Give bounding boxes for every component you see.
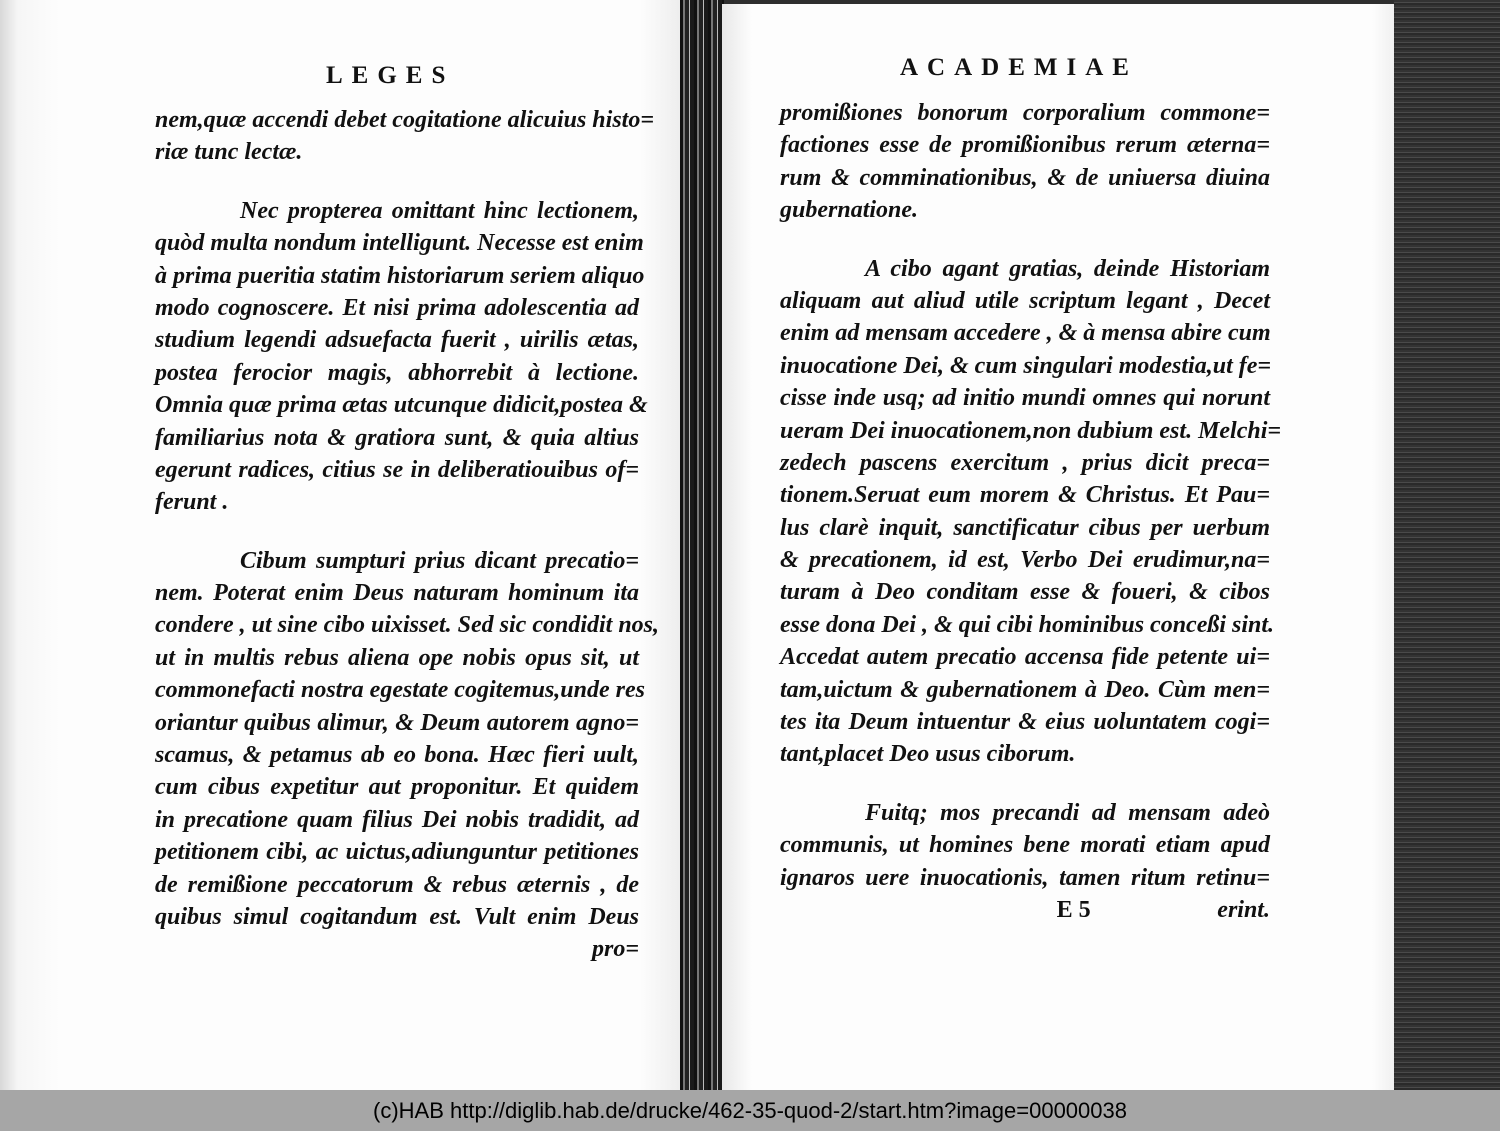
text-line: scamus, & petamus ab eo bona. Hæc fieri uult,: [155, 742, 639, 769]
text-line: ferunt .: [155, 489, 229, 516]
text-line: gubernatione.: [780, 197, 919, 224]
text-line: commonefacti nostra egestate cogitemus,unde res: [155, 677, 645, 704]
text-line: egerunt radices, citius se in deliberatiouibus of=: [155, 456, 639, 483]
text-line: familiarius nota & gratiora sunt, & quia altius: [155, 424, 639, 451]
paragraph: [780, 97, 1270, 227]
text-line: enim ad mensam accedere , & à mensa abire cum: [780, 320, 1271, 347]
text-line: Accedat autem precatio accensa fide petente ui=: [780, 644, 1270, 671]
text-line: zedech pascens exercitum , prius dicit preca=: [780, 449, 1270, 476]
text-line: tes ita Deum intuentur & eius uoluntatem cogi=: [780, 709, 1270, 736]
text-line: ueram Dei inuocationem,non dubium est. Melchi=: [780, 417, 1282, 444]
text-line: & precationem, id est, Verbo Dei erudimur,na=: [780, 547, 1270, 574]
text-line: cum cibus expetitur aut proponitur. Et quidem: [155, 774, 639, 801]
text-line: turam à Deo conditam esse & foueri, & cibos: [780, 579, 1270, 606]
spacer: [780, 894, 930, 926]
text-line: lus clarè inquit, sanctificatur cibus per uerbum: [780, 514, 1270, 541]
text-line: modo cognoscere. Et nisi prima adolescentia ad: [155, 294, 639, 321]
text-line: nem. Poterat enim Deus naturam hominum ita: [155, 580, 639, 607]
text-line: condere , ut sine cibo uixisset. Sed sic condidit nos,: [155, 612, 660, 639]
text-line: quòd multa nondum intelligunt. Necesse est enim: [155, 230, 644, 257]
left-text-column: [155, 104, 660, 966]
text-line: inuocatione Dei, & cum singulari modestia,ut fe=: [780, 352, 1272, 379]
left-running-head: LEGES: [326, 62, 455, 89]
text-line: esse dona Dei , & qui cibi hominibus conceßi sint.: [780, 611, 1275, 638]
text-line: promißiones bonorum corporalium commone=: [780, 100, 1270, 126]
text-line: Omnia quæ prima ætas utcunque didicit,postea &: [155, 392, 648, 419]
text-line: Nec propterea omittant hinc lectionem,: [240, 197, 639, 224]
text-line: nem,quæ accendi debet cogitatione alicuius histo=: [155, 107, 655, 133]
text-line: petitionem cibi, ac uictus,adiunguntur petitiones: [155, 839, 639, 866]
footer-credit: (c)HAB http://diglib.hab.de/drucke/462-35-quod-2/start.htm?image=00000038: [373, 1097, 1127, 1123]
text-line: ignaros uere inuocationis, tamen ritum retinu=: [780, 864, 1270, 891]
paragraph: [155, 104, 655, 169]
right-running-head: ACADEMIAE: [900, 54, 1138, 81]
text-line: tam,uictum & gubernationem à Deo. Cùm men=: [780, 676, 1270, 703]
text-line: de remißione peccatorum & rebus æternis , de: [155, 871, 639, 898]
paragraph: [780, 797, 1270, 894]
book-spine: [680, 0, 724, 1090]
text-line: in precatione quam filius Dei nobis tradidit, ad: [155, 806, 639, 833]
copyright-footer: [0, 1090, 1500, 1131]
text-line: Cibum sumpturi prius dicant precatio=: [240, 547, 639, 574]
text-line: aliquam aut aliud utile scriptum legant , Decet: [780, 287, 1270, 314]
text-line: à prima pueritia statim historiarum seriem aliquo: [155, 262, 645, 289]
text-line: ut in multis rebus aliena ope nobis opus sit, ut: [155, 644, 639, 671]
text-line: postea ferocior magis, abhorrebit à lectione.: [155, 359, 639, 386]
text-line: oriantur quibus alimur, & Deum autorem agno=: [155, 709, 639, 736]
text-line: cisse inde usq; ad initio mundi omnes qui norunt: [780, 385, 1270, 412]
paragraph: [780, 253, 1282, 771]
text-line: tionem.Seruat eum morem & Christus. Et Pau=: [780, 482, 1270, 509]
signature-row: [780, 894, 1270, 926]
catchword: pro=: [591, 936, 639, 963]
paragraph: [155, 195, 648, 519]
text-line: factiones esse de promißionibus rerum æterna=: [780, 132, 1270, 159]
text-line: quibus simul cogitandum est. Vult enim Deus: [155, 903, 639, 930]
text-line: Fuitq; mos precandi ad mensam adeò: [865, 799, 1270, 826]
text-line: communis, ut homines bene morati etiam apud: [780, 832, 1270, 859]
text-line: studium legendi adsuefacta fuerit , uirilis ætas,: [155, 327, 639, 354]
paragraph: [155, 545, 660, 934]
text-line: tant,placet Deo usus ciborum.: [780, 741, 1076, 768]
text-line: A cibo agant gratias, deinde Historiam: [865, 255, 1270, 282]
signature-mark: E 5: [1056, 896, 1091, 923]
right-text-column: [780, 97, 1282, 926]
text-line: riæ tunc lectæ.: [155, 139, 303, 166]
scan-edge: [1394, 0, 1500, 1090]
catchword: erint.: [1217, 896, 1270, 923]
text-line: rum & comminationibus, & de uniuersa diuina: [780, 164, 1270, 191]
